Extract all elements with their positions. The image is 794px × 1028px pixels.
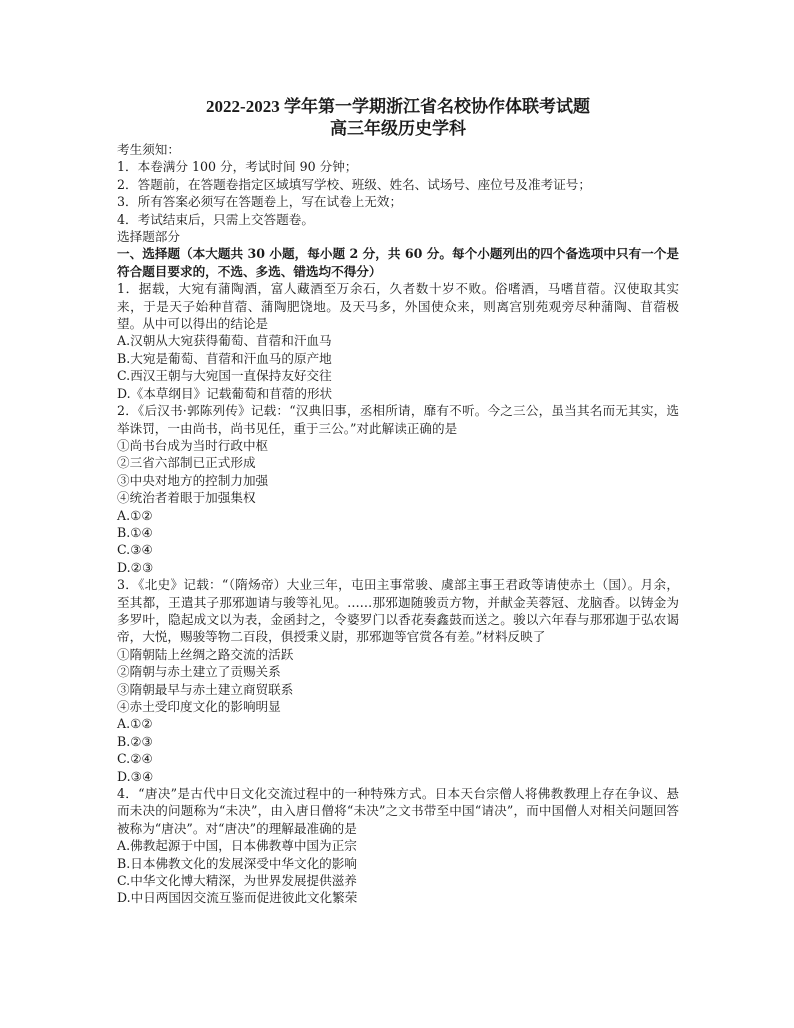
question-2-option-b: B.①④ [117, 524, 153, 540]
question-4-option-a: A.佛教起源于中国，日本佛教尊中国为正宗 [117, 838, 357, 854]
question-3-item: ③隋朝最早与赤土建立商贸联系 [117, 681, 294, 697]
section-label: 选择题部分 [117, 229, 180, 245]
question-2-item: ④统治者着眼于加强集权 [117, 490, 256, 506]
question-3-stem: 3．《北史》记载：“（隋炀帝）大业三年，屯田主事常骏、虞部主事王君政等请使赤土（国）。月余，至其都，王遣其子那邪迦请与骏等礼见。……那邪迦随骏贡方物，并献金芙蓉冠、龙脑香。以铸金为多罗叶，隐起成文以为表，金函封之，令婆罗门以香花奏鑫鼓而送之。骏以六年春与那邪迦于弘农谒帝，大悦，赐骏等物二百段，俱授秉义尉，那邪迦等官赏各有差。”材料反映了 [117, 577, 679, 645]
question-3-option-a: A.①② [117, 716, 153, 732]
question-3-option-b: B.②③ [117, 733, 153, 749]
question-1-option-c: C.西汉王朝与大宛国一直保持友好交往 [117, 368, 332, 384]
question-3-item: ②隋朝与赤土建立了贡赐关系 [117, 664, 281, 680]
question-4-option-c: C.中华文化博大精深，为世界发展提供滋养 [117, 873, 357, 889]
question-1-option-b: B.大宛是葡萄、苜蓿和汗血马的原产地 [117, 350, 332, 366]
question-3-option-d: D.③④ [117, 768, 154, 784]
exam-title: 2022-2023 学年第一学期浙江省名校协作体联考试题 [206, 97, 590, 116]
question-1-stem: 1．据载，大宛有蒲陶酒，富人藏酒至万余石，久者数十岁不败。俗嗜酒，马嗜苜蓿。汉使取其实来，于是天子始种苜蓿、蒲陶肥饶地。及天马多，外国使众来，则离宫别苑观旁尽种蒲陶、苜蓿极望。从中可以得出的结论是 [117, 281, 679, 332]
question-2-stem: 2．《后汉书·郭陈列传》记载：“汉典旧事，丞相所请，靡有不听。今之三公，虽当其名而无其实，选举诛罚，一由尚书，尚书见任，重于三公。”对此解读正确的是 [117, 403, 679, 436]
question-1-option-d: D.《本草纲目》记载葡萄和苜蓿的形状 [117, 385, 333, 401]
question-1-option-a: A.汉朝从大宛获得葡萄、苜蓿和汗血马 [117, 333, 332, 349]
question-4-stem: 4．“唐决”是古代中日文化交流过程中的一种特殊方式。日本天台宗僧人将佛教教理上存在争议、悬而未决的问题称为“未决”，由入唐日僧将“未决”之文书带至中国“请决”，而中国僧人对相关问题回答被称为“唐决”。对“唐决”的理解最准确的是 [117, 786, 679, 836]
notice-item: 4．考试结束后，只需上交答题卷。 [117, 211, 314, 227]
question-2-option-a: A.①② [117, 507, 153, 523]
question-2-item: ①尚书台成为当时行政中枢 [117, 437, 269, 453]
question-3-item: ④赤土受印度文化的影响明显 [117, 699, 281, 714]
question-4-option-b: B.日本佛教文化的发展深受中华文化的影响 [117, 855, 357, 871]
section-header: 一、选择题（本大题共 30 小题，每小题 2 分，共 60 分。每个小题列出的四个备选项中只有一个是符合题目要求的，不选、多选、错选均不得分） [117, 246, 679, 279]
exam-subtitle: 高三年级历史学科 [330, 119, 466, 138]
notice-item: 3．所有答案必须写在答题卷上，写在试卷上无效； [117, 194, 403, 210]
notice-item: 1．本卷满分 100 分，考试时间 90 分钟； [117, 159, 358, 175]
question-2-option-c: C.③④ [117, 542, 153, 558]
notice-item: 2．答题前，在答题卷指定区域填写学校、班级、姓名、试场号、座位号及准考证号； [117, 176, 591, 192]
question-2-option-d: D.②③ [117, 559, 154, 575]
question-3-item: ①隋朝陆上丝绸之路交流的活跃 [117, 646, 294, 662]
question-3-option-c: C.②④ [117, 751, 153, 767]
question-2-item: ③中央对地方的控制力加强 [117, 472, 269, 488]
exam-page [117, 96, 679, 907]
notice-heading: 考生须知： [117, 142, 180, 157]
question-4-option-d: D.中日两国因交流互鉴而促进彼此文化繁荣 [117, 890, 358, 906]
question-2-item: ②三省六部制已正式形成 [117, 455, 256, 471]
